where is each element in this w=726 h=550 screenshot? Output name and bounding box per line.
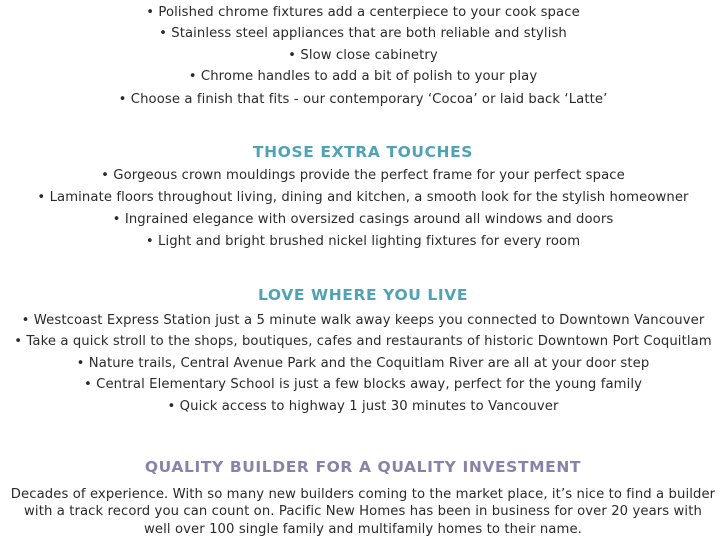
list-item: • Quick access to highway 1 just 30 minutes to Vancouver [167,399,559,414]
paragraph-line: Decades of experience. With so many new builders coming to the market place, it’s nice to find a builder [10,487,716,502]
list-item: • Slow close cabinetry [288,48,438,63]
section-heading: LOVE WHERE YOU LIVE [257,286,469,304]
list-item: • Westcoast Express Station just a 5 minute walk away keeps you connected to Downtown Vancouver [21,313,705,328]
list-item: • Light and bright brushed nickel lighting fixtures for every room [145,234,581,249]
list-item: • Nature trails, Central Avenue Park and the Coquitlam River are all at your door step [76,356,650,371]
list-item: • Chrome handles to add a bit of polish to your play [188,69,538,84]
section-heading: QUALITY BUILDER FOR A QUALITY INVESTMENT [144,458,582,476]
list-item: • Laminate floors throughout living, dining and kitchen, a smooth look for the stylish homeowner [37,190,689,205]
list-item: • Take a quick stroll to the shops, boutiques, cafes and restaurants of historic Downtown Port Coquitlam [14,334,712,349]
list-item: • Ingrained elegance with oversized casings around all windows and doors [112,212,614,227]
section-heading: THOSE EXTRA TOUCHES [252,143,474,161]
list-item: • Gorgeous crown mouldings provide the perfect frame for your perfect space [101,168,625,183]
list-item: • Choose a finish that fits - our contemporary ‘Cocoa’ or laid back ‘Latte’ [118,92,608,107]
list-item: • Central Elementary School is just a few blocks away, perfect for the young family [83,377,642,392]
paragraph-line: well over 100 single family and multifamily homes to their name. [144,522,582,537]
paragraph-line: with a track record you can count on. Pacific New Homes has been in business for over 20 years with [24,504,702,519]
list-item: • Polished chrome fixtures add a centerpiece to your cook space [146,5,580,20]
list-item: • Stainless steel appliances that are both reliable and stylish [159,26,567,41]
